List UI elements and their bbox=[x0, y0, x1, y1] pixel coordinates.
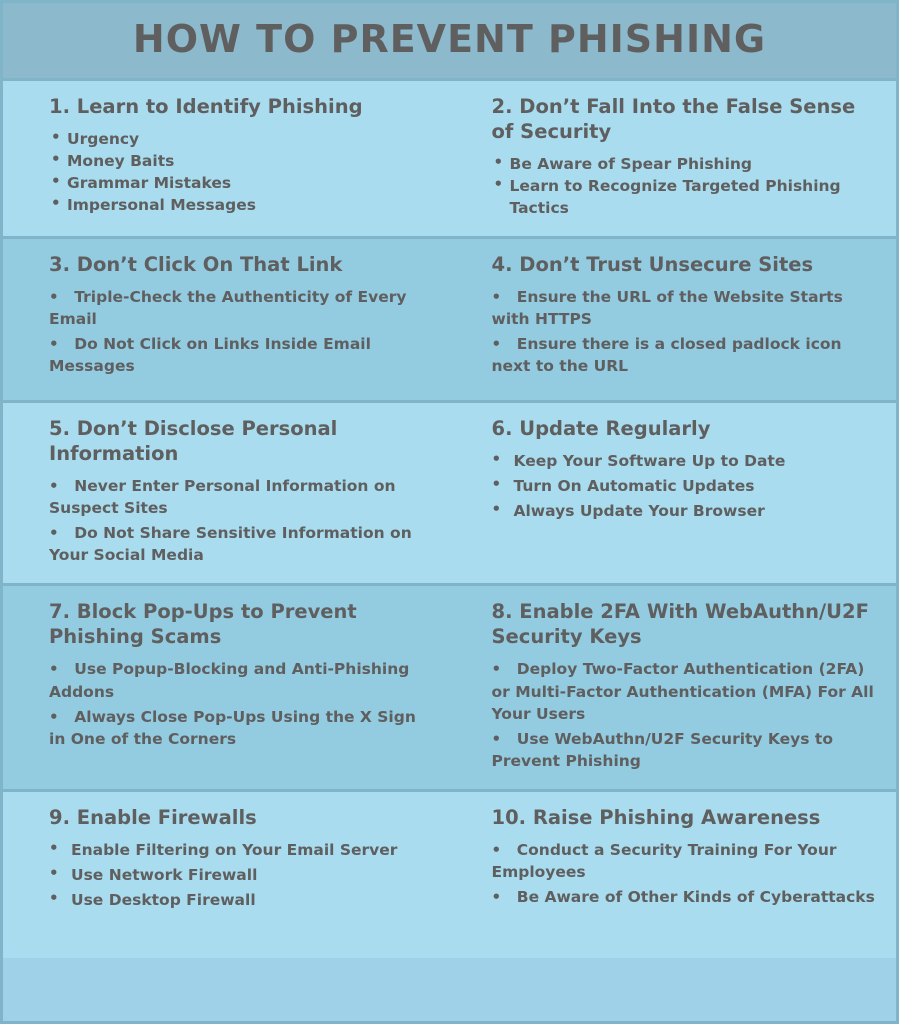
tips-grid bbox=[3, 81, 896, 1021]
tip-heading: 10. Raise Phishing Awareness bbox=[491, 805, 821, 829]
tips-row bbox=[3, 403, 896, 587]
tip-list bbox=[492, 286, 877, 378]
tips-row bbox=[3, 586, 896, 792]
tip-list bbox=[49, 128, 424, 216]
tip-list bbox=[49, 475, 424, 567]
list-item-text: Do Not Click on Links Inside Email Messages bbox=[49, 335, 371, 376]
list-item-text: Always Close Pop-Ups Using the X Sign in One of the Corners bbox=[49, 707, 416, 748]
tip-list bbox=[492, 658, 877, 772]
list-item bbox=[49, 172, 424, 194]
tip-list bbox=[492, 153, 877, 219]
list-item-text: Grammar Mistakes bbox=[67, 173, 232, 192]
tip-card-4 bbox=[450, 239, 897, 400]
list-item bbox=[492, 475, 877, 497]
tips-row bbox=[3, 81, 896, 239]
list-item-text: Impersonal Messages bbox=[67, 195, 256, 214]
tip-heading: 5. Don’t Disclose Personal Information bbox=[49, 416, 338, 465]
list-item bbox=[492, 839, 877, 883]
list-item bbox=[49, 333, 424, 377]
list-item bbox=[492, 333, 877, 377]
tips-row bbox=[3, 239, 896, 403]
tip-card-3 bbox=[3, 239, 450, 400]
tip-list bbox=[492, 839, 877, 909]
tip-heading: 1. Learn to Identify Phishing bbox=[49, 94, 363, 118]
tip-heading: 6. Update Regularly bbox=[491, 416, 711, 440]
list-item bbox=[49, 194, 424, 216]
list-item-text: Turn On Automatic Updates bbox=[513, 476, 755, 495]
tip-card-9 bbox=[3, 792, 450, 958]
tips-row bbox=[3, 792, 896, 958]
list-item-text: Money Baits bbox=[67, 151, 175, 170]
list-item bbox=[49, 864, 424, 886]
tip-list bbox=[492, 450, 877, 522]
list-item-text: Learn to Recognize Targeted Phishing Tactics bbox=[509, 176, 841, 217]
tip-heading: 9. Enable Firewalls bbox=[49, 805, 257, 829]
list-item-text: Ensure the URL of the Website Starts with HTTPS bbox=[491, 287, 843, 329]
list-item-text: Use WebAuthn/U2F Security Keys to Prevent Phishing bbox=[491, 729, 833, 770]
list-item bbox=[492, 728, 877, 772]
list-item-text: Do Not Share Sensitive Information on Your Social Media bbox=[49, 524, 412, 565]
tip-heading: 8. Enable 2FA With WebAuthn/U2F Security Keys bbox=[491, 600, 869, 649]
list-item bbox=[492, 175, 877, 219]
list-item-text: Ensure there is a closed padlock icon next to the URL bbox=[491, 335, 842, 376]
list-item bbox=[49, 128, 424, 150]
list-item bbox=[492, 286, 877, 330]
tip-heading: 4. Don’t Trust Unsecure Sites bbox=[491, 252, 814, 276]
list-item bbox=[492, 500, 877, 522]
list-item bbox=[492, 153, 877, 175]
tip-card-8 bbox=[450, 586, 897, 789]
tip-list bbox=[49, 839, 424, 911]
list-item-text: Use Network Firewall bbox=[71, 865, 258, 884]
page-title: HOW TO PREVENT PHISHING bbox=[132, 17, 767, 61]
list-item bbox=[49, 839, 424, 861]
list-item bbox=[492, 450, 877, 472]
list-item bbox=[492, 886, 877, 908]
poster-header bbox=[3, 3, 896, 81]
list-item-text: Use Desktop Firewall bbox=[71, 890, 256, 909]
list-item-text: Urgency bbox=[67, 129, 140, 148]
tip-card-5 bbox=[3, 403, 450, 584]
tip-card-10 bbox=[450, 792, 897, 958]
list-item-text: Enable Filtering on Your Email Server bbox=[71, 840, 398, 859]
list-item bbox=[49, 286, 424, 330]
list-item-text: Triple-Check the Authenticity of Every Email bbox=[49, 287, 407, 329]
list-item-text: Keep Your Software Up to Date bbox=[513, 451, 786, 470]
tip-card-6 bbox=[450, 403, 897, 584]
tip-card-2 bbox=[450, 81, 897, 236]
list-item bbox=[49, 658, 424, 702]
list-item-text: Be Aware of Other Kinds of Cyberattacks bbox=[516, 888, 875, 907]
tip-heading: 3. Don’t Click On That Link bbox=[49, 252, 343, 276]
list-item-text: Be Aware of Spear Phishing bbox=[509, 154, 753, 173]
tip-card-1 bbox=[3, 81, 450, 236]
list-item-text: Deploy Two-Factor Authentication (2FA) or Multi-Factor Authentication (MFA) For All Your Users bbox=[491, 660, 874, 723]
tip-list bbox=[49, 286, 424, 378]
list-item-text: Never Enter Personal Information on Suspect Sites bbox=[49, 476, 396, 518]
list-item bbox=[492, 658, 877, 724]
list-item-text: Always Update Your Browser bbox=[513, 501, 765, 520]
tip-heading: 7. Block Pop-Ups to Prevent Phishing Scams bbox=[49, 600, 357, 649]
list-item-text: Conduct a Security Training For Your Employees bbox=[491, 840, 837, 882]
list-item bbox=[49, 150, 424, 172]
list-item bbox=[49, 475, 424, 519]
tip-card-7 bbox=[3, 586, 450, 789]
list-item bbox=[49, 706, 424, 750]
list-item-text: Use Popup-Blocking and Anti-Phishing Addons bbox=[49, 660, 410, 701]
list-item bbox=[49, 522, 424, 566]
tip-list bbox=[49, 658, 424, 750]
tip-heading: 2. Don’t Fall Into the False Sense of Security bbox=[491, 94, 856, 143]
list-item bbox=[49, 889, 424, 911]
